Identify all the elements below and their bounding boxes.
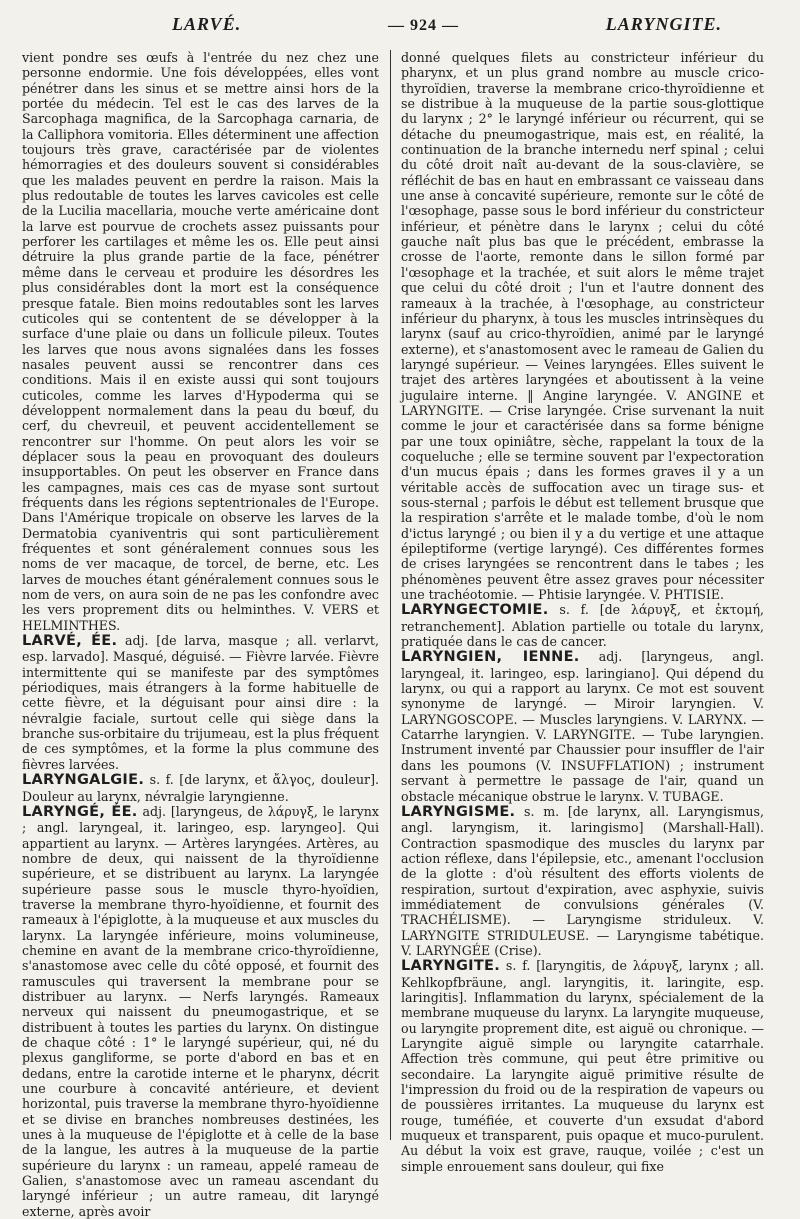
entry-text: adj. [laryngeus, angl. laryngeal, it. laringeo, esp. laringiano]. Qui dépend du larynx, ou qui a rapport au larynx. Ce mot est souvent synonyme de laryngé. — Miroir laryngien. V. LARYNGOSCOPE. — Muscles laryngiens. V. LARYNX. — Catarrhe laryngien. V. LARYNGITE. — Tube laryngien. Instrument inventé par Chaussier pour insuffler de l'air dans les poumons (V. INSUFFLATION) ; instrument servant à permettre le passage de l'air, quand un obstacle mécanique obstrue le larynx. V. TUBAGE. (401, 649, 764, 804)
entry-text: vient pondre ses œufs à l'entrée du nez chez une personne endormie. Une fois développées, elles vont pénétrer dans les sinus et se mettre ainsi hors de la portée du médecin. Tel est le cas des larves de la Sarcophaga magnifica, de la Sarcophaga carnaria, de la Calliphora vomitoria. Elles déterminent une affection toujours très grave, caractérisée par de violentes hémorragies et des douleurs souvent si considérables que les malades peuvent en perdre la raison. Mais la plus redoutable de toutes les larves cavicoles est celle de la Lucilia macellaria, mouche verte américaine dont la larve est pourvue de crochets assez puissants pour perforer les cartilages et même les os. Elle peut ainsi détruire la plus grande partie de la face, pénétrer même dans le cerveau et produire les désordres les plus considérables dont la mort est la conséquence presque fatale. Bien moins redoutables sont les larves cuticoles qui se contentent de se développer à la surface d'une plaie ou dans un follicule pileux. Toutes les larves que nous avons signalées dans les fosses nasales peuvent aussi se rencontrer dans ces conditions. Mais il en existe aussi qui sont toujours cuticoles, comme les larves d'Hypoderma qui se développent normalement dans la peau du bœuf, du cerf, du chevreuil, et peuvent accidentellement se rencontrer sur l'homme. On peut alors les voir se déplacer sous la peau en provoquant des douleurs insupportables. On peut les observer en France dans les campagnes, mais ces cas de myase sont surtout fréquents dans les régions septentrionales de l'Europe. Dans l'Amérique tropicale on observe les larves de la Dermatobia cyaniventris qui sont particulièrement fréquentes et sont généralement connues sous les noms de ver macaque, de torcel, de berne, etc. Les larves de mouches étant généralement connues sous le nom de vers, on aura soin de ne pas les confondre avec les vers proprement dits ou helminthes. V. VERS et HELMINTHES. (22, 50, 379, 633)
entry-laryngalgie (22, 772, 379, 804)
entry-laryngien (401, 649, 764, 803)
entry-headword: LARYNGECTOMIE. (401, 602, 549, 619)
entry-text: s. f. [laryngitis, de λάρυγξ, larynx ; all. Kehlkopfbräune, angl. laryngitis, it. laringite, esp. laringitis]. Inflammation du larynx, spécialement de la membrane muqueuse du larynx. La laryngite muqueuse, ou laryngite proprement dite, est aiguë ou chronique. — Laryngite aiguë simple ou laryngite catarrhale. Affection très commune, qui peut être primitive ou secondaire. La laryngite aiguë primitive résulte de l'impression du froid ou de la respiration de vapeurs ou de poussières irritantes. La muqueuse du larynx est rouge, tuméfiée, et couverte d'un exsudat d'abord muqueux et transparent, puis opaque et muco-purulent. Au début la voix est grave, rauque, voilée ; c'est un simple enrouement sans douleur, qui fixe (401, 958, 764, 1174)
column-divider (390, 50, 391, 1140)
page-number: — 924 — (388, 17, 459, 34)
entry-text: adj. [laryngeus, de λάρυγξ, le larynx ; angl. laryngeal, it. laringeo, esp. laryngeo]. Qui appartient au larynx. — Artères laryngées. Artères, au nombre de deux, qui naissent de la thyroïdienne supérieure, et se distribuent au larynx. La laryngée supérieure passe sous le muscle thyro-hyoïdien, traverse la membrane thyro-hyoïdienne, et fournit des rameaux à l'épiglotte, à la muqueuse et aux muscles du larynx. La laryngée inférieure, moins volumineuse, chemine en avant de la membrane crico-thyroïdienne, s'anastomose avec celle du côté opposé, et fournit des ramuscules qui traversent la membrane pour se distribuer au larynx. — Nerfs laryngés. Rameaux nerveux qui naissent du pneumogastrique, et se distribuent à toutes les parties du larynx. On distingue de chaque côté : 1° le laryngé supérieur, qui, né du plexus gangliforme, se porte d'abord en bas et en dedans, entre la carotide interne et le pharynx, décrit une courbure à concavité antérieure, et devient horizontal, puis traverse la membrane thyro-hyoïdienne et se divise en branches nombreuses destinées, les unes à la muqueuse de l'épiglotte et à celle de la base de la langue, les autres à la muqueuse de la partie supérieure du larynx : un rameau, appelé rameau de Galien, s'anastomose avec un rameau ascendant du laryngé inférieur ; un autre rameau, dit laryngé externe, après avoir (22, 803, 379, 1219)
entry-text: s. m. [de larynx, all. Laryngismus, angl. laryngism, it. laringismo] (Marshall-Hall). Contraction spasmodique des muscles du larynx par action réflexe, dans l'épilepsie, etc., amenant l'occlusion de la glotte : d'où résultent des efforts violents de respiration, surtout d'expiration, avec asphyxie, suivis immédiatement de convulsions générales (V. TRACHÉLISME). — Laryngisme striduleux. V. LARYNGITE STRIDULEUSE. — Laryngisme tabétique. V. LARYNGÉE (Crise). (401, 803, 764, 958)
right-column (399, 50, 764, 1174)
two-column-body (22, 50, 768, 1219)
entry-text: donné quelques filets au constricteur inférieur du pharynx, et un plus grand nombre au muscle crico-thyroïdien, traverse la membrane crico-thyroïdienne et se distribue à la muqueuse de la partie sous-glottique du larynx ; 2° le laryngé inférieur ou récurrent, qui se détache du pneumogastrique, mais est, en réalité, la continuation de la branche internedu nerf spinal ; celui du côté droit naît au-devant de la sous-clavière, se réfléchit de bas en haut en embrassant ce vaisseau dans une anse à concavité supérieure, remonte sur le côté de l'œsophage, passe sous le bord inférieur du constricteur inférieur, et pénètre dans le larynx ; celui du côté gauche naît plus bas que le précédent, embrasse la crosse de l'aorte, remonte dans le sillon formé par l'œsophage et la trachée, et suit alors le même trajet que celui du côté droit ; l'un et l'autre donnent des rameaux à la trachée, à l'œsophage, au constricteur inférieur du pharynx, à tous les muscles intrinsèques du larynx (sauf au crico-thyroïdien, animé par le laryngé externe), et s'anastomosent avec le rameau de Galien du laryngé supérieur. — Veines laryngées. Elles suivent le trajet des artères laryngées et aboutissent à la veine jugulaire interne. ‖ Angine laryngée. V. ANGINE et LARYNGITE. — Crise laryngée. Crise survenant la nuit comme le jour et caractérisée dans sa forme bénigne par une toux opiniâtre, sèche, rappelant la toux de la coqueluche ; elle se termine souvent par l'expectoration d'un mucus épais ; dans les formes graves il y a un véritable accès de suffocation avec un tirage sus- et sous-sternal ; parfois le début est tellement brusque que la respiration s'arrête et le malade tombe, d'où le nom d'ictus laryngé ; ou bien il y a du vertige et une attaque épileptiforme (vertige laryngé). Ces différentes formes de crises laryngées se rencontrent dans le tabes ; les phénomènes peuvent être assez graves pour nécessiter une trachéotomie. — Phtisie laryngée. V. PHTISIE. (401, 50, 764, 603)
entry-headword: LARYNGIEN, IENNE. (401, 649, 580, 666)
running-header (22, 14, 768, 40)
entry-laryngite (401, 958, 764, 1174)
header-right-headword: LARYNGITE. (605, 14, 722, 34)
entry-larve (22, 633, 379, 772)
entry-continuation (22, 50, 379, 633)
entry-headword: LARYNGÉ, ÉE. (22, 803, 138, 820)
entry-headword: LARYNGITE. (401, 958, 501, 975)
entry-text: adj. [de larva, masque ; all. verlarvt, esp. larvado]. Masqué, déguisé. — Fièvre larvée. Fièvre intermittente qui se manifeste par des symptômes périodiques, mais étrangers à la forme habituelle de cette fièvre, et la déguisant pour ainsi dire : la névralgie faciale, surtout celle qui siège dans la branche sus-orbitaire du trijumeau, est la plus fréquent de ces symptômes, et la forme la plus commune des fièvres larvées. (22, 633, 379, 772)
entry-laryngectomie (401, 602, 764, 649)
entry-text: s. f. [de larynx, et ἄλγος, douleur]. Douleur au larynx, névralgie laryngienne. (22, 772, 379, 804)
entry-continuation (401, 50, 764, 602)
left-column (22, 50, 387, 1219)
entry-larynge (22, 804, 379, 1219)
entry-text: s. f. [de λάρυγξ, et ἐκτομή, retranchement]. Ablation partielle ou totale du larynx, pratiquée dans le cas de cancer. (401, 602, 764, 650)
entry-headword: LARYNGALGIE. (22, 772, 145, 789)
header-left-headword: LARVÉ. (172, 14, 242, 34)
entry-headword: LARYNGISME. (401, 803, 516, 820)
entry-laryngisme (401, 804, 764, 958)
entry-headword: LARVÉ, ÉE. (22, 633, 118, 650)
